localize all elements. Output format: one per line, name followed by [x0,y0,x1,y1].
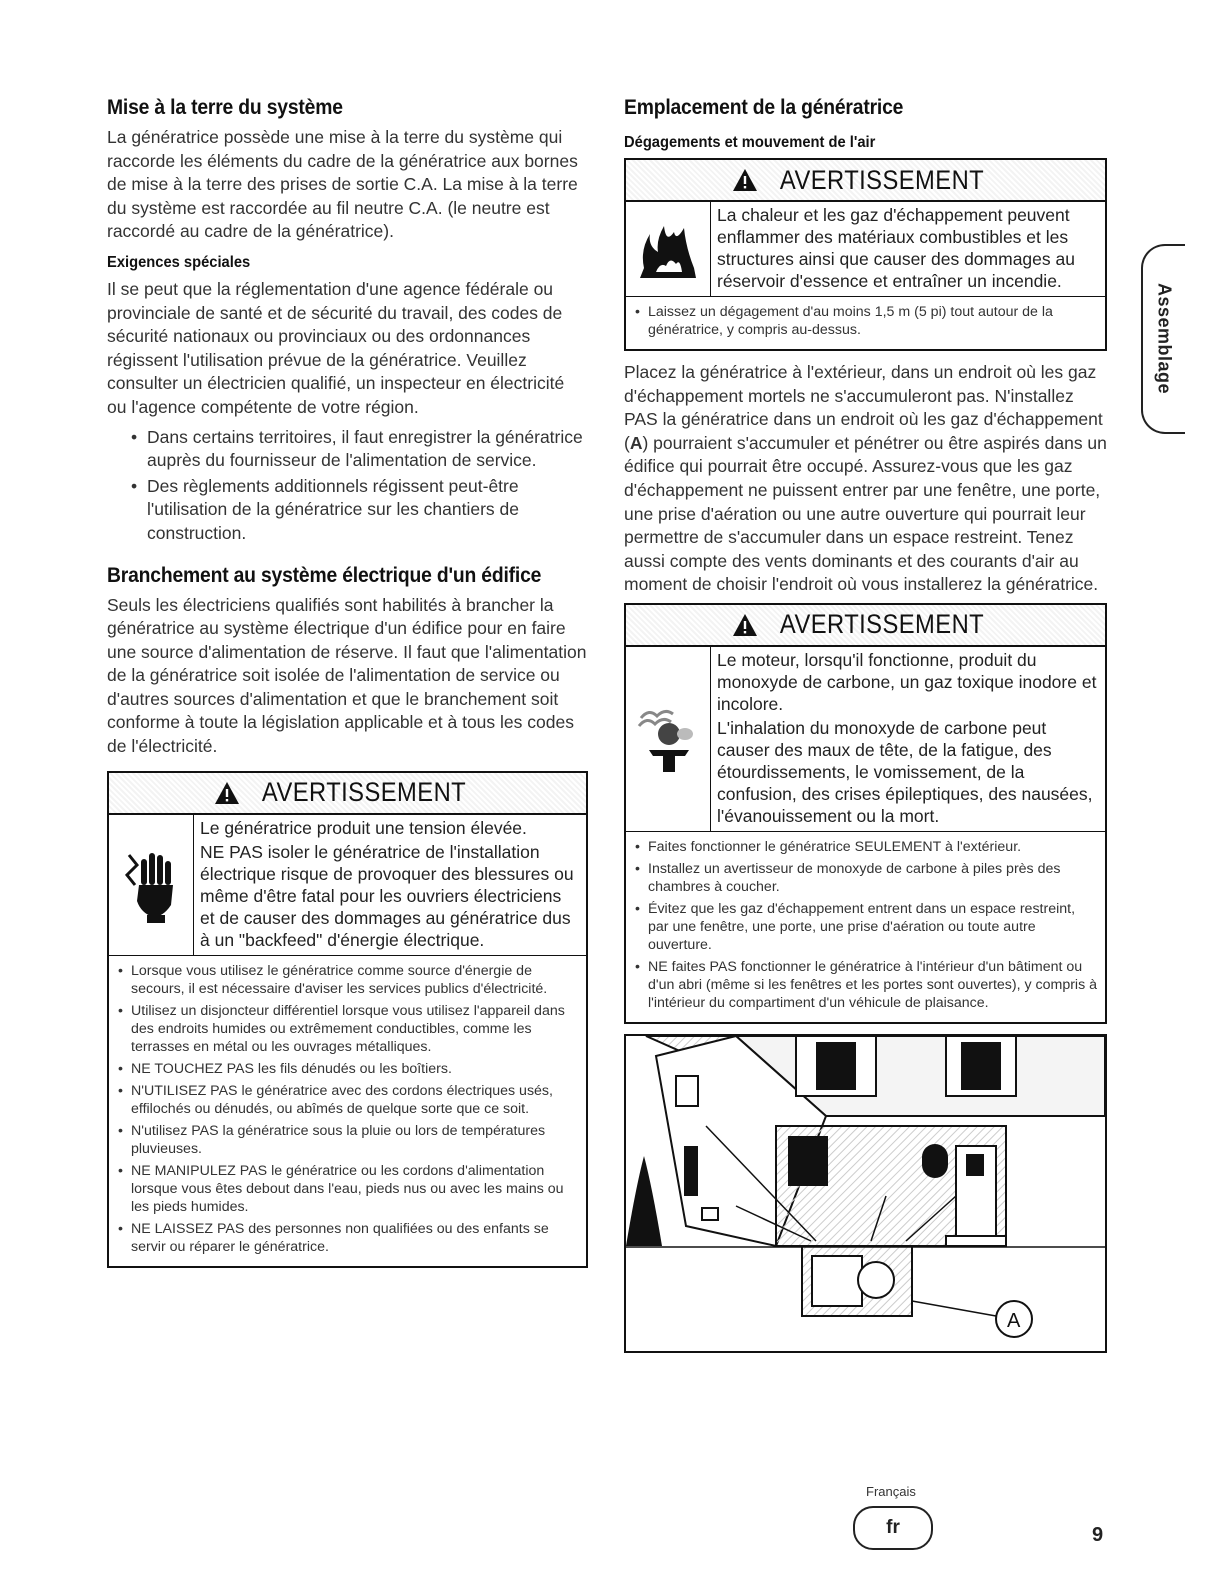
warning-message-row [626,202,1105,297]
list-item: • NE TOUCHEZ PAS les fils dénudés ou les boîtiers. [131,1060,578,1078]
list-item: • Évitez que les gaz d'échappement entrent dans un espace restreint, par une fenêtre, une porte, une prise d'aération ou toute autre ouverture. [648,900,1097,954]
warning-box-electrical [107,771,588,1268]
warning-box-carbon-monoxide [624,603,1107,1024]
warning-messages [194,815,586,955]
special-requirements-list [107,426,588,546]
list-item: • Installez un avertisseur de monoxyde de carbone à piles près des chambres à coucher. [648,860,1097,896]
location-text-b: ) pourraient s'accumuler et pénétrer ou être aspirés dans un édifice qui pourrait être occupé. Assurez-vous que les gaz d'échappement ne puissent entrer par une fenêtre, une porte, une prise d'aération ou une autre ouverture qui pourrait leur permettre de s'accumuler dans un espace restreint. Tenez aussi compte des vents dominants et des courants d'air au moment de choisir l'endroit où vous installerez la génératrice. [624,432,1107,595]
left-column [107,96,588,1278]
language-code: fr [886,1517,900,1538]
fire-hazard-icon [626,202,711,296]
warning-header [626,160,1105,202]
warning-list [626,832,1105,1022]
figure-callout-a: A [1007,1309,1021,1332]
warning-triangle-icon [214,781,240,805]
warning-message: L'inhalation du monoxyde de carbone peut causer des maux de tête, de la fatigue, des étourdissements, le vomissement, de la confusion, des crises épileptiques, des nausées, l'évanouissement ou la mort. [717,717,1093,826]
section-title-generator-location: Emplacement de la génératrice [624,96,904,119]
warning-title: AVERTISSEMENT [780,609,985,640]
side-tab-label: Assemblage [1154,283,1175,395]
list-item: • Faites fonctionner le génératrice SEULEMENT à l'extérieur. [648,838,1097,856]
warning-list [626,297,1105,349]
warning-box-fire [624,158,1107,351]
list-item: • Dans certains territoires, il faut enregistrer la génératrice auprès du fournisseur de l'alimentation de service. [147,426,588,473]
list-item: • Des règlements additionnels régissent peut-être l'utilisation de la génératrice sur les chantiers de construction. [147,475,588,546]
list-item: • N'UTILISEZ PAS le génératrice avec des cordons électriques usés, effilochés ou dénudés, ou abîmés de quelque sorte que ce soit. [131,1082,578,1118]
page-number: 9 [1092,1524,1104,1546]
toxic-fumes-icon [626,647,711,831]
special-requirements-heading: Exigences spéciales [107,253,251,271]
warning-messages [711,647,1105,831]
clearance-airflow-heading: Dégagements et mouvement de l'air [624,134,876,151]
warning-message-row [109,815,586,956]
list-item: • NE faites PAS fonctionner le génératrice à l'intérieur d'un bâtiment ou d'un abri (même si les fenêtres et les portes sont ouvertes), y compris à l'intérieur du compartiment d'un véhicule de plaisance. [648,958,1097,1012]
location-text-a: Placez la génératrice à l'extérieur, dans un endroit où les gaz d'échappement mortels ne s'accumuleront pas. N'installez PAS la génératrice dans un endroit où les gaz d'échappement ( [624,362,1103,453]
electrocution-hazard-icon [109,815,194,955]
house-generator-drawing [626,1036,1105,1347]
warning-message: NE PAS isoler le génératrice de l'installation électrique risque de provoquer des blessures ou même d'être fatal pour les ouvriers électriciens et de causer des dommages au génératrice dus à un "backfeed" d'énergie électrique. [200,841,574,950]
list-item: • NE MANIPULEZ PAS le génératrice ou les cordons d'alimentation lorsque vous êtes debout dans l'eau, pieds nus ou avec les mains ou les pieds humides. [131,1162,578,1216]
warning-triangle-icon [732,168,758,192]
list-item: • Laissez un dégagement d'au moins 1,5 m (5 pi) tout autour de la génératrice, y compris au-dessus. [648,303,1097,339]
generator-placement-illustration [624,1034,1107,1353]
section-title-grounding: Mise à la terre du système [107,96,343,119]
list-item: • NE LAISSEZ PAS des personnes non qualifiées ou des enfants se servir ou réparer le génératrice. [131,1220,578,1256]
list-item: • N'utilisez PAS la génératrice sous la pluie ou lors de températures pluvieuses. [131,1122,578,1158]
warning-message-row [626,647,1105,832]
language-badge [853,1506,933,1550]
building-connection-paragraph: Seuls les électriciens qualifiés sont habilités à brancher la génératrice au système électrique d'un édifice pour en faire une source d'alimentation de réserve. Il faut que l'alimentation de la génératrice soit isolée de l'alimentation de service ou d'autres sources d'alimentation et que le branchement soit conforme à toute la législation applicable et à tous les codes de l'électricité. [107,594,587,757]
warning-message: Le génératrice produit une tension élevée. [200,817,527,838]
warning-header [109,773,586,815]
list-item: • Lorsque vous utilisez le génératrice comme source d'énergie de secours, il est nécessaire d'aviser les services publics d'électricité. [131,962,578,998]
warning-header [626,605,1105,647]
warning-triangle-icon [732,613,758,637]
location-paragraph [624,361,1107,597]
warning-messages [711,202,1105,296]
grounding-paragraph: La génératrice possède une mise à la terre du système qui raccorde les éléments du cadre de la génératrice aux bornes de mise à la terre des prises de sortie C.A. La mise à la terre du système est raccordée au fil neutre C.A. (le neutre est raccordé au cadre de la génératrice). [107,127,578,242]
warning-message: La chaleur et les gaz d'échappement peuvent enflammer des matériaux combustibles et les structures ainsi que causer des dommages au réservoir d'essence et entraîner un incendie. [717,205,1075,291]
warning-title: AVERTISSEMENT [780,164,985,195]
warning-list [109,956,586,1266]
right-column [624,96,1107,1353]
special-requirements-paragraph: Il se peut que la réglementation d'une agence fédérale ou provinciale de santé et de sécurité du travail, des codes de sécurité nationaux ou provinciaux ou des ordonnances régissent l'utilisation prévue de la génératrice. Veuillez consulter un électricien qualifié, un inspecteur en électricité ou l'agence compétente de votre région. [107,278,565,417]
list-item: • Utilisez un disjoncteur différentiel lorsque vous utilisez l'appareil dans des endroits humides ou extrêmement conductibles, comme les terrasses en métal ou les ouvrages métalliques. [131,1002,578,1056]
label-a-ref: A [629,432,643,453]
footer-language: Français [866,1484,916,1499]
section-title-building-connection: Branchement au système électrique d'un édifice [107,563,542,587]
warning-message: Le moteur, lorsqu'il fonctionne, produit du monoxyde de carbone, un gaz toxique inodore et incolore. [717,649,1097,714]
section-side-tab [1141,244,1185,434]
warning-title: AVERTISSEMENT [262,777,467,808]
